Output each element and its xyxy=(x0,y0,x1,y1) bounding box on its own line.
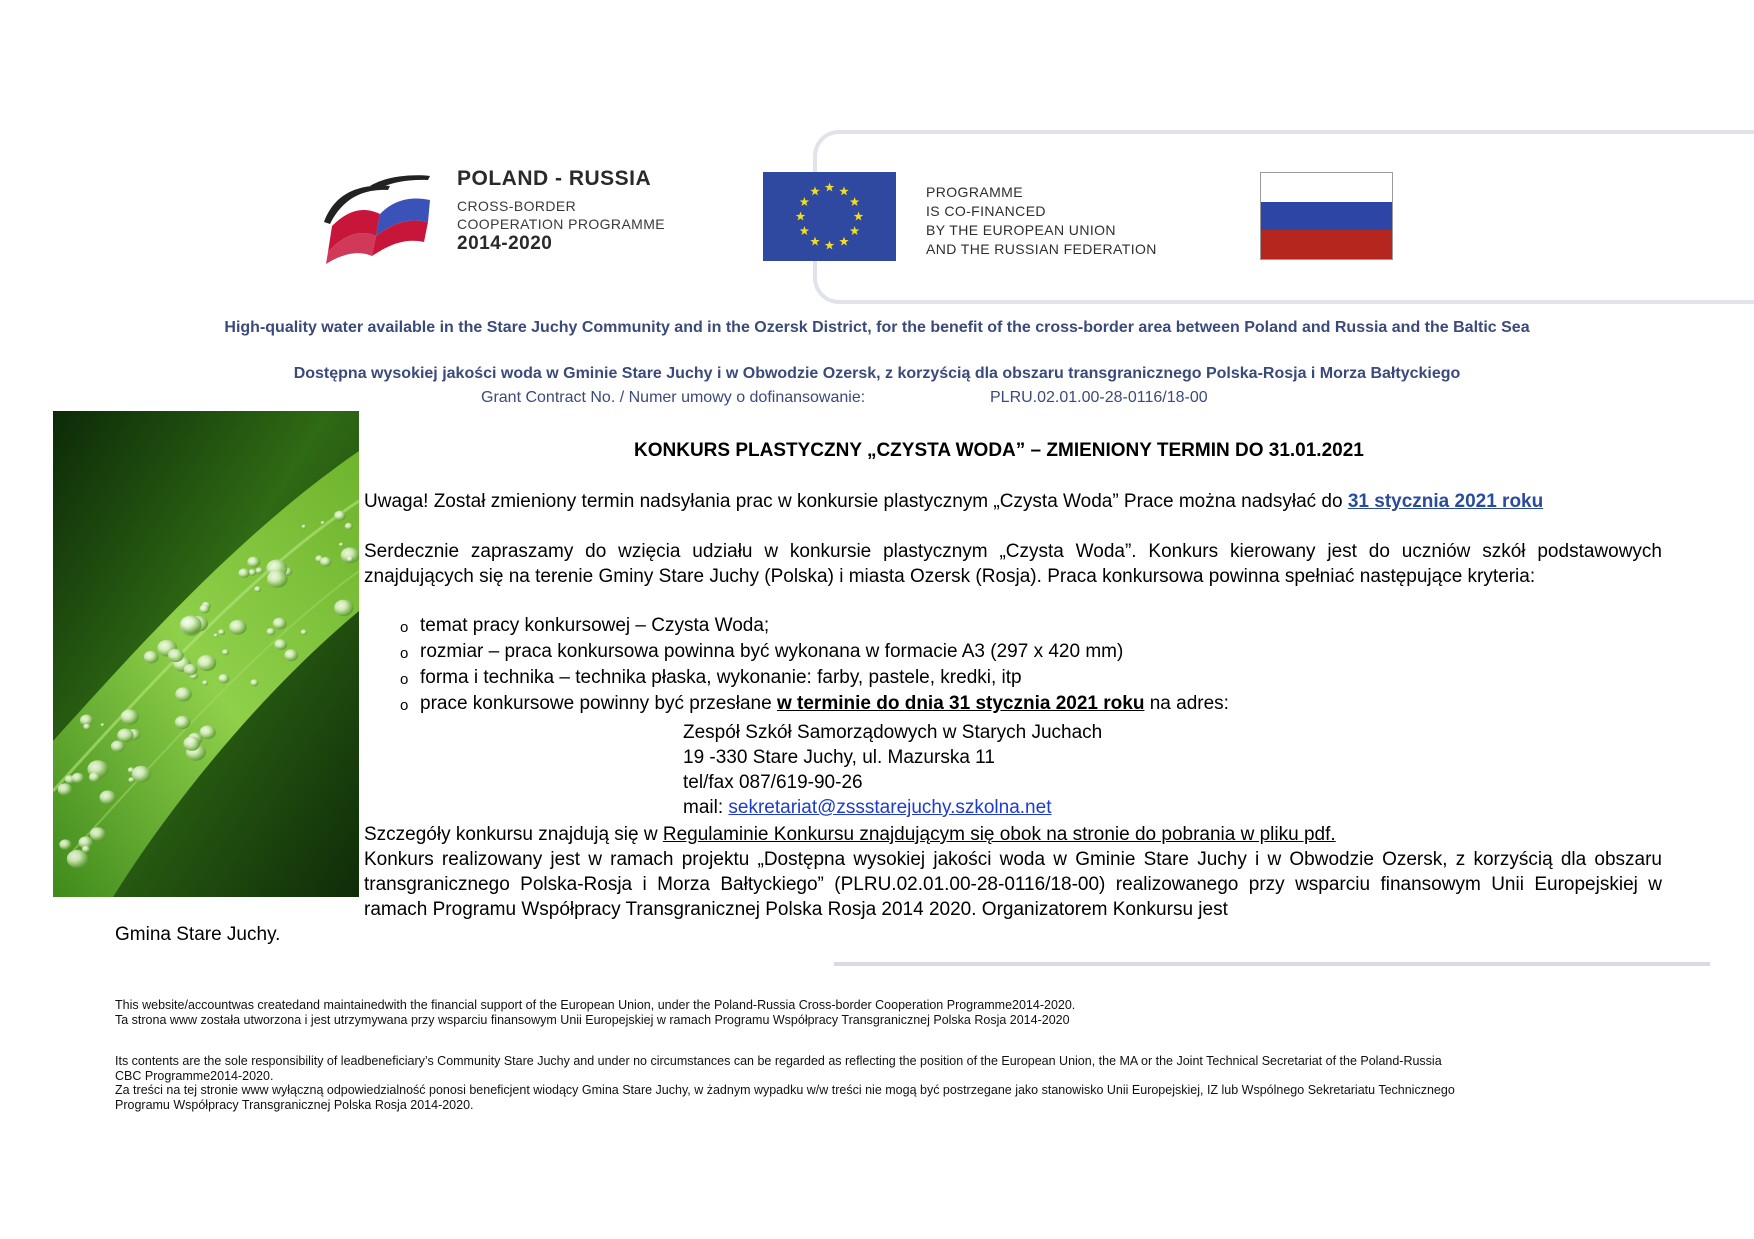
water-drop xyxy=(345,523,353,530)
cofinanced-line: PROGRAMME xyxy=(926,184,1023,200)
programme-logo xyxy=(318,170,433,265)
article-title: KONKURS PLASTYCZNY „CZYSTA WODA” – ZMIENIONY TERMIN DO 31.01.2021 xyxy=(634,440,1364,461)
criteria-text: prace konkursowe powinny być przesłane xyxy=(420,693,777,714)
address-line: tel/fax 087/619-90-26 xyxy=(683,772,863,793)
water-drop xyxy=(274,639,287,650)
footer-funding-note xyxy=(115,998,1075,1027)
notice-text: Uwaga! Został zmieniony termin nadsyłania prac w konkursie plastycznym „Czysta Woda” Prace można nadsyłać do xyxy=(364,491,1348,512)
water-drop xyxy=(229,620,247,635)
notice-paragraph xyxy=(364,489,1662,514)
water-drop xyxy=(197,655,216,671)
footer-line: Ta strona www została utworzona i jest utrzymywana przy wsparciu finansowym Unii Europejskiej w ramach Programu Współpracy Transgranicznej Polska Rosja 2014-2020 xyxy=(115,1012,1070,1027)
water-drop xyxy=(117,729,133,743)
footer-disclaimer xyxy=(115,1054,1455,1112)
cofinanced-line: BY THE EUROPEAN UNION xyxy=(926,222,1116,238)
water-drop xyxy=(339,543,344,547)
project-title-en: High-quality water available in the Stare Juchy Community and in the Ozersk District, for the benefit of the cross-border area between Poland and Russia and the Baltic Sea xyxy=(224,319,1530,336)
water-drop xyxy=(320,557,332,567)
invitation-paragraph: Serdecznie zapraszamy do wzięcia udziału w konkursie plastycznym „Czysta Woda”. Konkurs kierowany jest do uczniów szkół podstawowych znajdujących się na terenie Gminy Stare Juchy (Polska) i miasta Ozersk (Rosja). Praca konkursowa powinna spełniać następujące kryteria: xyxy=(364,541,1662,587)
criteria-text: na adres: xyxy=(1144,693,1229,714)
deadline-emphasis: w terminie do dnia 31 stycznia 2021 roku xyxy=(776,693,1145,714)
bullet-icon: o xyxy=(400,697,409,714)
water-drop xyxy=(218,629,225,635)
water-drop xyxy=(238,568,249,578)
water-drop xyxy=(72,773,84,784)
bullet-icon: o xyxy=(400,619,409,636)
list-item xyxy=(400,639,1229,665)
water-drop xyxy=(218,674,229,683)
cofinanced-line: AND THE RUSSIAN FEDERATION xyxy=(926,241,1157,257)
regulations-link[interactable]: Regulaminie Konkursu znajdującym się obok na stronie do pobrania w pliku pdf. xyxy=(662,824,1336,845)
list-item xyxy=(400,613,1229,639)
grant-label: Grant Contract No. / Numer umowy o dofinansowanie: xyxy=(481,389,866,406)
address-line: Zespół Szkół Samorządowych w Starych Juchach xyxy=(683,722,1103,743)
water-drop xyxy=(132,766,151,783)
water-drop xyxy=(267,570,288,588)
programme-title: POLAND - RUSSIA xyxy=(457,167,652,190)
criteria-text: forma i technika – technika płaska, wykonanie: farby, pastele, kredki, itp xyxy=(420,667,1022,688)
organizer-text: Gmina Stare Juchy. xyxy=(115,924,281,945)
project-title-pl: Dostępna wysokiej jakości woda w Gminie Stare Juchy i w Obwodzie Ozersk, z korzyścią dla obszaru transgranicznego Polska-Rosja i Morza Bałtyckiego xyxy=(293,365,1461,382)
water-drop xyxy=(183,736,200,750)
water-drop xyxy=(199,605,209,614)
footer-line: Za treści na tej stronie www wyłączną odpowiedzialność ponosi beneficjent wiodący Gmina Stare Juchy, w żadnym wypadku w/w treści nie mogą być postrzegane jako stanowisko Unii Europejskiej, IZ lub Wspólnego Sekretariatu Technicznego xyxy=(115,1083,1455,1097)
water-drop xyxy=(121,709,139,724)
cofinanced-line: IS CO-FINANCED xyxy=(926,203,1046,219)
water-drop xyxy=(168,649,184,662)
russia-flag-stripe-red xyxy=(1261,230,1392,259)
divider xyxy=(834,962,1710,966)
footer-line: This website/accountwas createdand maintainedwith the financial support of the European Union, under the Poland-Russia Cross-border Cooperation Programme2014-2020. xyxy=(115,998,1076,1012)
water-drop xyxy=(184,664,198,676)
water-drop xyxy=(175,687,192,701)
bullet-icon: o xyxy=(400,671,409,688)
water-drop xyxy=(200,725,216,739)
water-drop xyxy=(302,525,307,529)
project-paragraph: Konkurs realizowany jest w ramach projektu „Dostępna wysokiej jakości woda w Gminie Stare Juchy i w Obwodzie Ozersk, z korzyścią dla obszaru transgranicznego Polska-Rosja i Morza Bałtyckiego” (PLRU.02.01.00-28-0116/18-00) realizowanego przy wsparciu finansowym Unii Europejskiej w ramach Programu Współpracy Transgranicznej Polska Rosja 2014 2020. Organizatorem Konkursu jest xyxy=(364,849,1662,920)
cofinanced-text xyxy=(926,183,1157,259)
water-drop xyxy=(256,567,264,573)
water-drop xyxy=(301,629,308,635)
email-link[interactable]: sekretariat@zssstarejuchy.szkolna.net xyxy=(728,797,1052,818)
water-drops-photo xyxy=(53,411,359,897)
list-item xyxy=(400,665,1229,691)
water-drop xyxy=(67,850,88,868)
deadline-link[interactable]: 31 stycznia 2021 roku xyxy=(1347,491,1544,512)
water-drop xyxy=(254,586,261,592)
programme-subtitle-1: CROSS-BORDER xyxy=(457,198,577,214)
water-drop xyxy=(83,724,90,730)
address-block xyxy=(683,720,1102,820)
water-drop xyxy=(180,616,202,634)
footer-line: Its contents are the sole responsibility of leadbeneficiary’s Community Stare Juchy and under no circumstances can be regarded as reflecting the position of the European Union, the MA or the Joint Technical Secretariat of the Poland-Russia xyxy=(115,1054,1442,1068)
water-drop xyxy=(222,649,229,655)
water-drop xyxy=(321,521,325,525)
water-drop xyxy=(334,511,346,521)
water-drop xyxy=(90,827,106,841)
list-item xyxy=(400,691,1229,717)
water-drop xyxy=(247,557,260,568)
water-drop xyxy=(267,628,276,635)
russia-flag xyxy=(1260,172,1393,260)
details-paragraph xyxy=(364,822,1336,847)
water-drop xyxy=(202,680,208,685)
russia-flag-stripe-blue xyxy=(1261,202,1392,231)
water-drop xyxy=(334,600,353,617)
water-drop xyxy=(250,679,258,686)
water-drop xyxy=(101,723,105,726)
criteria-text: rozmiar – praca konkursowa powinna być wykonana w formacie A3 (297 x 420 mm) xyxy=(420,641,1124,662)
programme-subtitle-2: COOPERATION PROGRAMME xyxy=(457,216,666,232)
address-line: 19 -330 Stare Juchy, ul. Mazurska 11 xyxy=(683,747,995,768)
water-drop xyxy=(175,716,191,729)
water-drop xyxy=(89,772,100,782)
criteria-text: temat pracy konkursowej – Czysta Woda; xyxy=(420,615,770,636)
water-drop xyxy=(59,839,71,849)
water-drop xyxy=(58,783,73,795)
criteria-list xyxy=(400,613,1229,717)
footer-line: CBC Programme2014-2020. xyxy=(115,1068,274,1083)
water-drop xyxy=(284,649,298,661)
grant-number: PLRU.02.01.00-28-0116/18-00 xyxy=(990,389,1208,406)
water-drop xyxy=(347,556,354,562)
eu-flag xyxy=(763,172,896,261)
water-drop xyxy=(214,634,218,638)
water-drop xyxy=(144,651,159,664)
russia-flag-stripe-white xyxy=(1261,173,1392,202)
mail-label: mail: xyxy=(683,797,729,818)
details-text: Szczegóły konkursu znajdują się w xyxy=(364,824,663,845)
water-drop xyxy=(82,846,90,853)
footer-line: Programu Współpracy Transgranicznej Polska Rosja 2014-2020. xyxy=(115,1097,474,1112)
water-drop xyxy=(273,618,287,630)
water-drop xyxy=(111,741,125,753)
water-drop xyxy=(100,790,117,804)
address-mail-line xyxy=(683,795,1102,820)
programme-years: 2014-2020 xyxy=(457,233,553,254)
bullet-icon: o xyxy=(400,645,409,662)
